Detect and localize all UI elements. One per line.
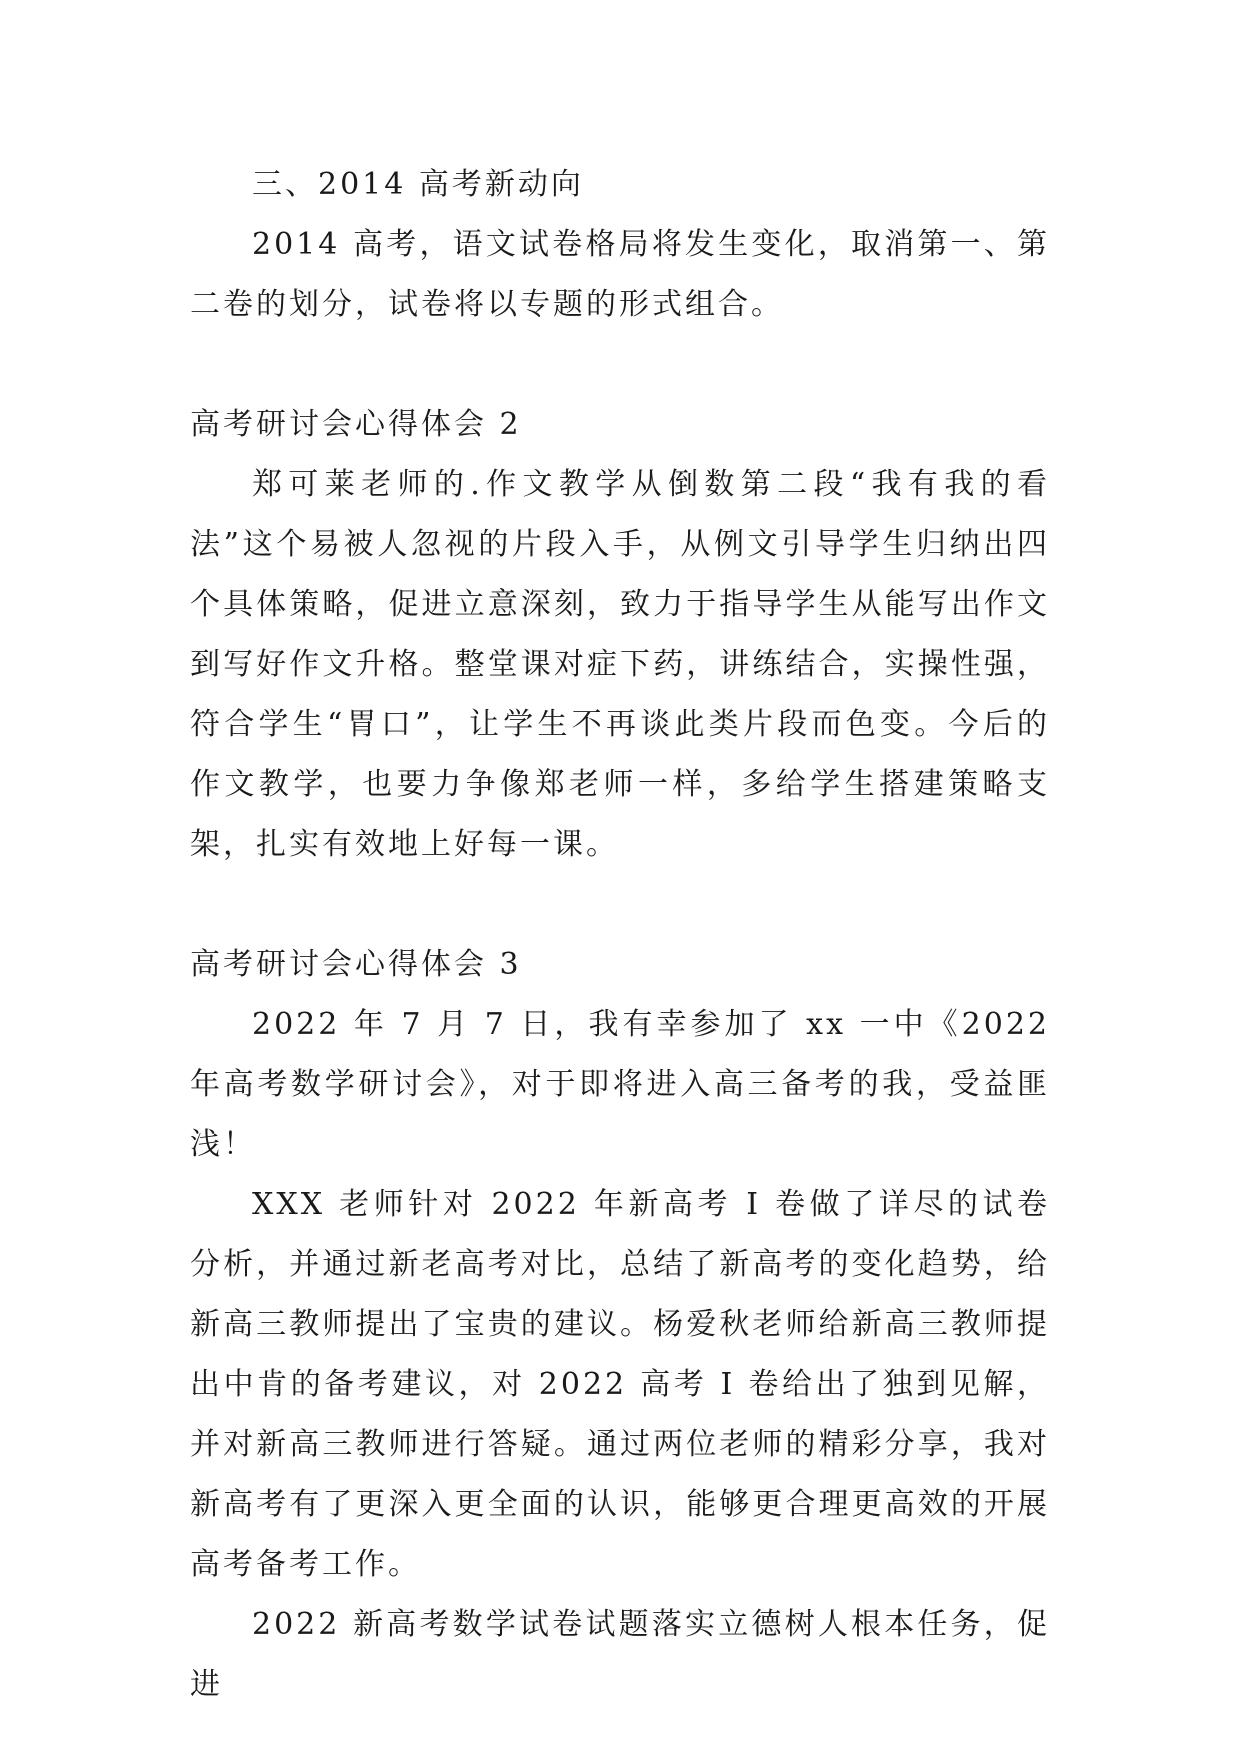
paragraph: 2022 新高考数学试卷试题落实立德树人根本任务，促进: [190, 1607, 1050, 1702]
paragraph: 2022 年 7 月 7 日，我有幸参加了 xx 一中《2022 年高考数学研讨会》，对于即将进入高三备考的我，受益匪浅！: [190, 1007, 1050, 1162]
paragraph: 郑可莱老师的.作文教学从倒数第二段“我有我的看法”这个易被人忽视的片段入手，从例文引导学生归纳出四个具体策略，促进立意深刻，致力于指导学生从能写出作文到写好作文升格。整堂课对症下药，讲练结合，实操性强，符合学生“胃口”，让学生不再谈此类片段而色变。今后的作文教学，也要力争像郑老师一样，多给学生搭建策略支架，扎实有效地上好每一课。: [190, 467, 1050, 862]
spacer: [190, 875, 1050, 935]
paragraph: 2014 高考，语文试卷格局将发生变化，取消第一、第二卷的划分，试卷将以专题的形式组合。: [190, 227, 1050, 322]
article-title-2: 高考研讨会心得体会 2: [190, 407, 522, 442]
paragraph: XXX 老师针对 2022 年新高考 I 卷做了详尽的试卷分析，并通过新老高考对比，总结了新高考的变化趋势，给新高三教师提出了宝贵的建议。杨爱秋老师给新高三教师提出中肯的备考建议，对 2022 高考 I 卷给出了独到见解，并对新高三教师进行答疑。通过两位老师的精彩分享，我对新高考有了更深入更全面的认识，能够更合理更高效的开展高考备考工作。: [190, 1187, 1050, 1582]
article-title-3: 高考研讨会心得体会 3: [190, 947, 522, 982]
spacer: [190, 335, 1050, 395]
document-body: [190, 155, 1050, 1715]
section-heading-2014: 三、2014 高考新动向: [252, 167, 584, 202]
